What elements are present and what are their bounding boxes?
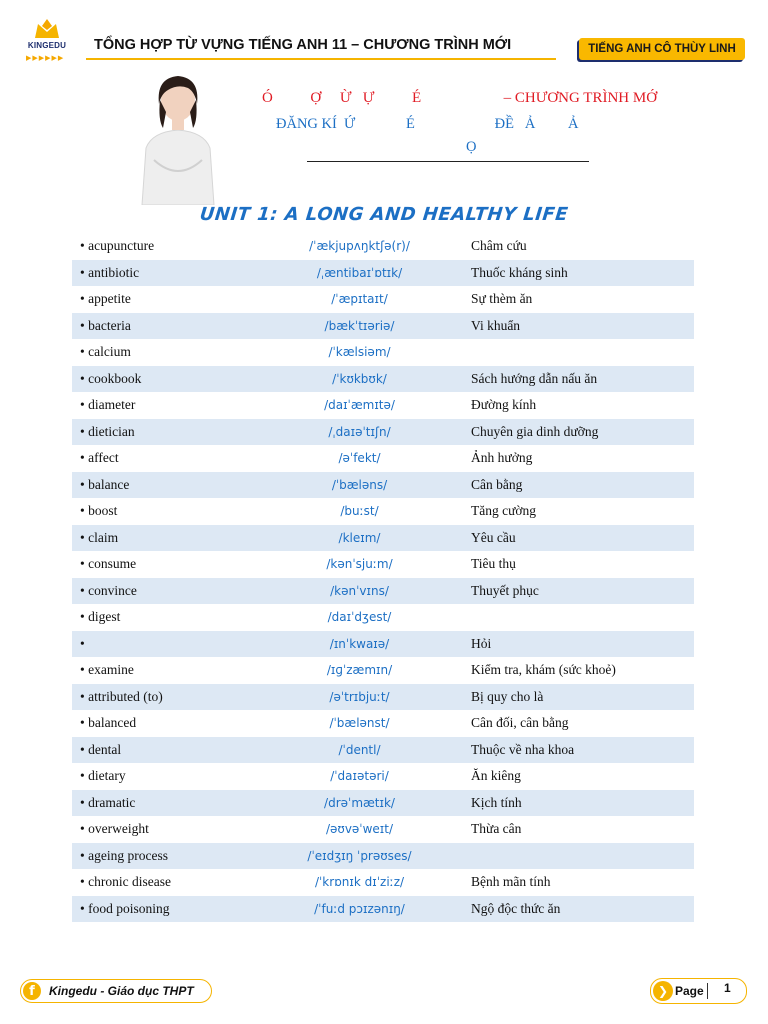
vocab-meaning: Sách hướng dẫn nấu ăn bbox=[471, 370, 598, 386]
vocab-meaning: Ăn kiêng bbox=[471, 768, 521, 784]
vocab-meaning: Thừa cân bbox=[471, 821, 522, 837]
table-row bbox=[72, 604, 694, 631]
vocab-meaning: Thuyết phục bbox=[471, 582, 539, 598]
vocab-word: • dietary bbox=[80, 768, 126, 784]
page-indicator bbox=[650, 978, 747, 1004]
table-row bbox=[72, 710, 694, 737]
vocab-word: • examine bbox=[80, 662, 134, 678]
logo-arrows: ▶▶▶▶▶▶ bbox=[26, 54, 65, 62]
vocab-word: • balance bbox=[80, 476, 130, 492]
vocab-ipa: /ˈeɪdʒɪŋ ˈprəʊses/ bbox=[307, 848, 412, 863]
vocab-word: • attributed (to) bbox=[80, 688, 163, 704]
promo-line3: Ọ bbox=[466, 139, 477, 155]
teacher-photo bbox=[132, 70, 224, 205]
table-row bbox=[72, 498, 694, 525]
vocab-ipa: /ˈkʊkbʊk/ bbox=[332, 371, 387, 386]
vocab-word: • dietician bbox=[80, 423, 135, 439]
vocab-word: • claim bbox=[80, 529, 119, 545]
table-row bbox=[72, 472, 694, 499]
vocab-meaning: Yêu cầu bbox=[471, 529, 516, 545]
vocab-word: • affect bbox=[80, 450, 119, 466]
vocab-ipa: /ɪnˈkwaɪə/ bbox=[329, 636, 390, 651]
vocabulary-table bbox=[72, 233, 694, 922]
table-row bbox=[72, 578, 694, 605]
vocab-ipa: /drəˈmætɪk/ bbox=[324, 795, 395, 810]
vocab-ipa: /buːst/ bbox=[340, 504, 379, 519]
vocab-ipa: /ˌdaɪəˈtɪʃn/ bbox=[328, 424, 391, 439]
vocab-ipa: /ˈæpɪtaɪt/ bbox=[331, 292, 388, 307]
vocab-ipa: /ˈdentl/ bbox=[338, 742, 381, 757]
vocab-ipa: /ˈdaɪətəri/ bbox=[330, 769, 389, 784]
vocab-meaning: Bị quy cho là bbox=[471, 688, 544, 704]
facebook-icon: f bbox=[23, 982, 41, 1000]
vocab-ipa: /ˈækjupʌŋktʃə(r)/ bbox=[309, 239, 410, 254]
page-separator bbox=[707, 983, 708, 999]
promo-headline: Ó Ợ Ừ Ự É – CHƯƠNG TRÌNH MỚ bbox=[262, 90, 658, 106]
vocab-ipa: /ɪɡˈzæmɪn/ bbox=[326, 663, 393, 678]
vocab-ipa: /ˈbælənst/ bbox=[329, 716, 390, 731]
table-row bbox=[72, 896, 694, 923]
vocab-meaning: Bệnh mãn tính bbox=[471, 874, 551, 890]
vocab-ipa: /ˈkrɒnɪk dɪˈziːz/ bbox=[314, 875, 405, 890]
page-title: TỔNG HỢP TỪ VỰNG TIẾNG ANH 11 – CHƯƠNG TRÌNH MỚI bbox=[94, 37, 512, 53]
vocab-meaning: Ngộ độc thức ăn bbox=[471, 900, 561, 916]
table-row bbox=[72, 419, 694, 446]
vocab-meaning: Chuyên gia dinh dưỡng bbox=[471, 423, 599, 439]
table-row bbox=[72, 657, 694, 684]
table-row bbox=[72, 313, 694, 340]
vocab-ipa: /əˈtrɪbjuːt/ bbox=[329, 689, 390, 704]
vocab-meaning: Cân bằng bbox=[471, 476, 523, 492]
table-row bbox=[72, 684, 694, 711]
table-row bbox=[72, 366, 694, 393]
vocab-word: • balanced bbox=[80, 715, 137, 731]
vocab-meaning: Kịch tính bbox=[471, 794, 522, 810]
vocab-ipa: /əʊvəˈweɪt/ bbox=[325, 822, 394, 837]
table-row bbox=[72, 286, 694, 313]
social-link[interactable] bbox=[20, 979, 212, 1003]
table-row bbox=[72, 763, 694, 790]
social-link-text: Kingedu - Giáo dục THPT bbox=[49, 984, 194, 998]
vocab-meaning: Đường kính bbox=[471, 397, 537, 413]
logo-text: KINGEDU bbox=[27, 41, 67, 50]
table-row bbox=[72, 445, 694, 472]
table-row bbox=[72, 339, 694, 366]
vocab-meaning: Ảnh hưởng bbox=[471, 450, 533, 466]
table-row bbox=[72, 843, 694, 870]
vocab-word: • overweight bbox=[80, 821, 149, 837]
vocab-meaning: Thuốc kháng sinh bbox=[471, 264, 568, 280]
vocab-word: • diameter bbox=[80, 397, 136, 413]
vocab-meaning: Châm cứu bbox=[471, 238, 527, 254]
vocab-meaning: Thuộc về nha khoa bbox=[471, 741, 575, 757]
vocab-meaning: Tăng cường bbox=[471, 503, 537, 519]
table-row bbox=[72, 525, 694, 552]
vocab-word: • consume bbox=[80, 556, 137, 572]
vocab-meaning: Vi khuẩn bbox=[471, 317, 521, 333]
vocab-meaning: Kiểm tra, khám (sức khoẻ) bbox=[471, 662, 616, 678]
vocab-word: • ageing process bbox=[80, 847, 168, 863]
crown-icon bbox=[32, 18, 62, 40]
page-label: Page bbox=[675, 984, 704, 998]
page-number: 1 bbox=[724, 981, 731, 995]
vocab-word: • cookbook bbox=[80, 370, 142, 386]
vocab-ipa: /ˈfuːd pɔɪzənɪŋ/ bbox=[314, 901, 405, 916]
vocab-meaning: Cân đối, cân bằng bbox=[471, 715, 569, 731]
vocab-word: • antibiotic bbox=[80, 264, 140, 280]
vocab-word: • convince bbox=[80, 582, 137, 598]
vocab-word: • dental bbox=[80, 741, 122, 757]
vocab-word: • dramatic bbox=[80, 794, 136, 810]
table-row bbox=[72, 816, 694, 843]
unit-title: UNIT 1: A LONG AND HEALTHY LIFE bbox=[198, 204, 570, 225]
vocab-ipa: /kənˈsjuːm/ bbox=[326, 557, 393, 572]
vocab-word: • chronic disease bbox=[80, 874, 171, 890]
vocab-ipa: /kleɪm/ bbox=[338, 530, 381, 545]
table-row bbox=[72, 260, 694, 287]
vocab-meaning: Tiêu thụ bbox=[471, 556, 516, 572]
vocab-word: • boost bbox=[80, 503, 118, 519]
table-row bbox=[72, 631, 694, 658]
vocab-ipa: /ˌæntibaɪˈɒtɪk/ bbox=[316, 265, 403, 280]
vocab-ipa: /bækˈtɪəriə/ bbox=[324, 318, 395, 333]
vocab-ipa: /kənˈvɪns/ bbox=[330, 583, 389, 598]
vocab-word: • bacteria bbox=[80, 317, 131, 333]
table-row bbox=[72, 233, 694, 260]
vocab-meaning: Sự thèm ăn bbox=[471, 291, 533, 307]
table-row bbox=[72, 551, 694, 578]
table-row bbox=[72, 737, 694, 764]
promo-underline bbox=[307, 161, 589, 162]
vocab-word: • digest bbox=[80, 609, 121, 625]
chevron-right-icon: ❯ bbox=[653, 981, 673, 1001]
vocab-word: • bbox=[80, 635, 85, 651]
header-divider bbox=[86, 58, 556, 60]
vocab-ipa: /ˈkælsiəm/ bbox=[328, 345, 391, 360]
vocab-word: • appetite bbox=[80, 291, 131, 307]
kingedu-logo bbox=[22, 16, 72, 66]
vocab-word: • calcium bbox=[80, 344, 131, 360]
vocab-word: • food poisoning bbox=[80, 900, 170, 916]
table-row bbox=[72, 790, 694, 817]
vocab-ipa: /daɪˈdʒest/ bbox=[327, 610, 392, 625]
table-row bbox=[72, 869, 694, 896]
promo-subheadline: ĐĂNG KÍ Ứ É ĐỀ Ả Ả bbox=[276, 116, 579, 132]
teacher-badge: TIẾNG ANH CÔ THÙY LINH bbox=[579, 38, 745, 60]
vocab-ipa: /daɪˈæmɪtə/ bbox=[324, 398, 395, 413]
vocab-word: • acupuncture bbox=[80, 238, 155, 254]
vocab-ipa: /ˈbæləns/ bbox=[331, 477, 388, 492]
table-row bbox=[72, 392, 694, 419]
vocab-meaning: Hỏi bbox=[471, 635, 492, 651]
vocab-ipa: /əˈfekt/ bbox=[338, 451, 381, 466]
